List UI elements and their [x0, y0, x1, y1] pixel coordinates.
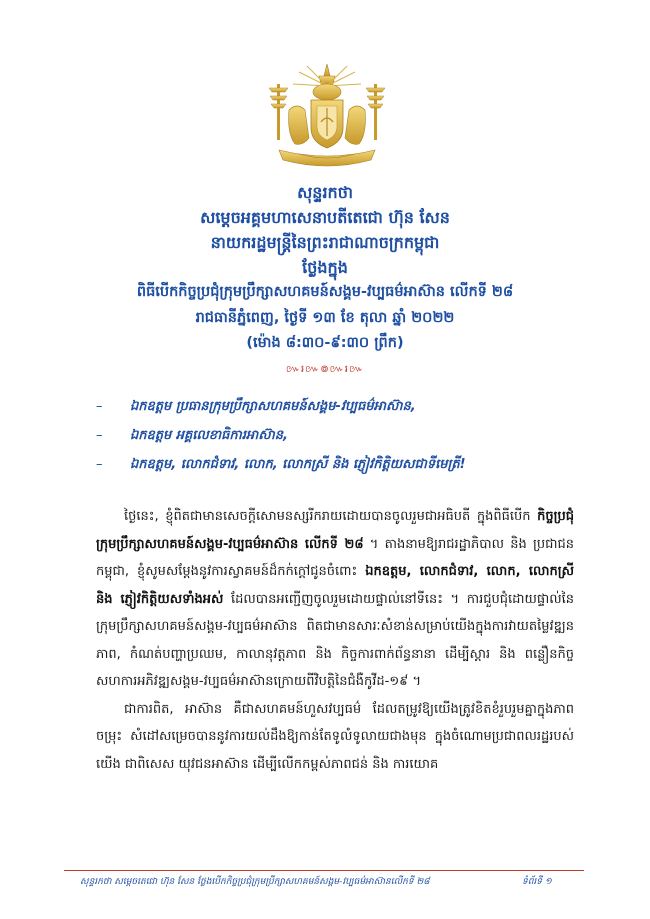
speech-title: សុន្ទរកថា [297, 183, 353, 202]
speech-body [96, 503, 574, 778]
list-item: – ឯកឧត្តម, លោកជំទាវ, លោក, លោកស្រី និង ភ្ញៀវកិត្តិយសជាទីមេត្រី! [96, 457, 466, 472]
salutation-list [96, 392, 576, 479]
speaker-name: សម្តេចអគ្គមហាសេនាបតីតេជោ ហ៊ុន សែន [200, 208, 450, 227]
page-number: ទំព័រទី ១ [522, 877, 552, 887]
paragraph: ជាការពិត, អាស៊ាន គឺជាសហគមន៍ហួសវប្បធម៌ ដែលតម្រូវឱ្យយើងត្រូវខិតខំរួបរួមគ្នាក្នុងភាពចម្រុះ សំដៅសម្រេចបាននូវការយល់ដឹងឱ្យកាន់តែទូលំទូលាយជាងមុន ក្នុងចំណោមប្រជាពលរដ្ឋរបស់យើង ជាពិសេស យុវជនអាស៊ាន ដើម្បីលើកកម្ពស់ភាពជន់ និង ការយោគ [96, 701, 574, 772]
place-date: រាជធានីភ្នំពេញ, ថ្ងៃទី ១៣ ខែ តុលា ឆ្នាំ ២០២២ [195, 310, 455, 326]
divider-ornament: ៚៛៚៙៚៛៚ [285, 364, 365, 375]
salutation-text: ឯកឧត្តម អគ្គលេខាធិការអាស៊ាន, [130, 428, 288, 443]
footer-divider [64, 870, 584, 871]
footer-caption: សុន្ទរកថា សម្តេចតេជោ ហ៊ុន សែន ថ្លែងបើកកិច្ចប្រជុំក្រុមប្រឹក្សាសហគមន៍សង្គម-វប្បធម៌អាស៊ានលើកទី ២៨ [80, 877, 430, 887]
event-name: ពិធីបើកកិច្ចប្រជុំក្រុមប្រឹក្សាសហគមន៍សង្គម-វប្បធម៌អាស៊ាន លើកទី ២៨ [136, 284, 514, 300]
speaker-position: នាយករដ្ឋមន្ត្រីនៃព្រះរាជាណាចក្រកម្ពុជា [210, 233, 440, 252]
text-run: ដែលបានអញ្ជើញចូលរួមដោយផ្ទាល់នៅទីនេះ ។ ការជួបជុំដោយផ្ទាល់នៃក្រុមប្រឹក្សាសហគមន៍សង្គម-វប្បធម៌អាស៊ាន ពិតជាមានសារៈសំខាន់សម្រាប់យើងក្នុងការវាយតម្លៃវឌ្ឍនភាព, កំណត់បញ្ហាប្រឈម, កាលានុវត្តភាព និង កិច្ចការពាក់ព័ន្ធនានា ដើម្បីស្តារ និង ពន្លឿនកិច្ចសហការអភិវឌ្ឍសង្គម-វប្បធម៌អាស៊ានក្រោយពីវិបត្តិនៃជំងឺកូវីដ-១៩ ។ [96, 591, 574, 689]
bold-run: កិច្ចប្រជុំក្រុមប្រឹក្សាសហគមន៍សង្គម-វប្បធម៌អាស៊ាន លើកទី ២៨ [96, 509, 574, 552]
royal-arms-emblem-icon [259, 62, 395, 174]
list-item: – ឯកឧត្តម ប្រធានក្រុមប្រឹក្សាសហគមន៍សង្គម-វប្បធម៌អាស៊ាន, [96, 399, 416, 414]
text-run: ។ តាងនាមឱ្យរាជរដ្ឋាភិបាល និង ប្រជាជនកម្ពុជា, ខ្ញុំសូមសម្តែងនូវការស្វាគមន៍ដ៏កក់ក្តៅជូនចំពោះ [96, 536, 574, 579]
salutation-text: ឯកឧត្តម, លោកជំទាវ, លោក, លោកស្រី និង ភ្ញៀវកិត្តិយសជាទីមេត្រី! [130, 457, 466, 472]
list-item: – ឯកឧត្តម អគ្គលេខាធិការអាស៊ាន, [96, 428, 288, 443]
salutation-text: ឯកឧត្តម ប្រធានក្រុមប្រឹក្សាសហគមន៍សង្គម-វប្បធម៌អាស៊ាន, [130, 399, 416, 414]
text-run: ថ្ងៃនេះ, ខ្ញុំពិតជាមានសេចក្តីសោមនស្សរីករាយដោយបានចូលរួមជាអធិបតី ក្នុងពិធីបើក [124, 509, 538, 524]
event-time: (ម៉ោង ៨:៣០-៩:៣០ ព្រឹក) [246, 335, 404, 351]
paragraph [96, 503, 574, 696]
bold-run: ឯកឧត្តម, លោកជំទាវ, លោក, លោកស្រី និង ភ្ញៀវកិត្តិយសទាំងអស់ [96, 564, 574, 607]
delivery-label: ថ្លែងក្នុង [302, 258, 348, 277]
